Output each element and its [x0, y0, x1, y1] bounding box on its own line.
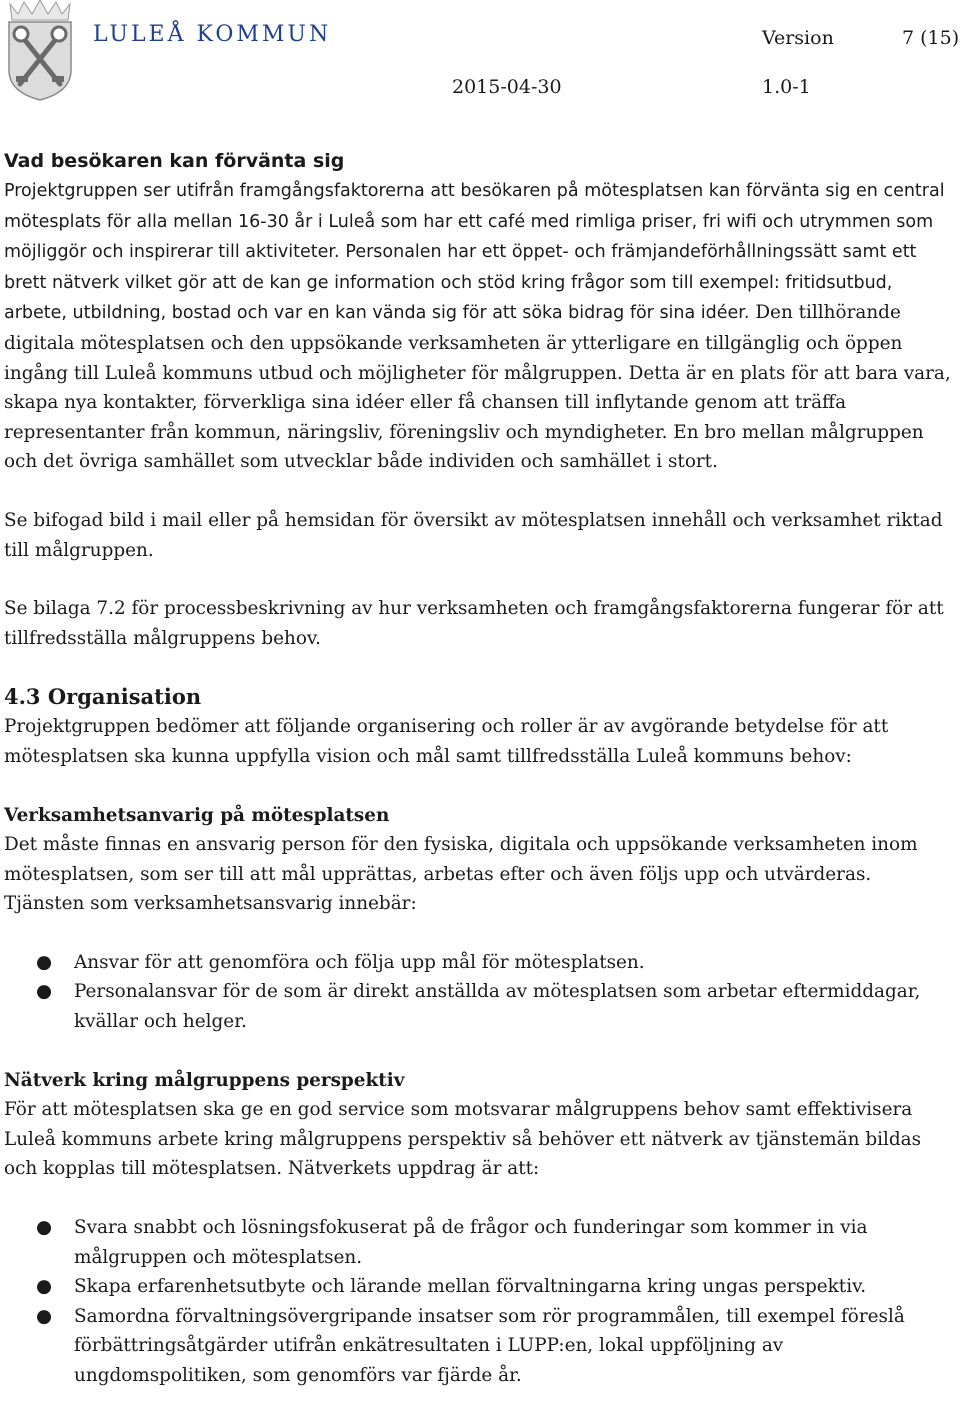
list-item-text: Svara snabbt och lösningsfokuserat på de frågor och funderingar som kommer in via målgruppen och mötesplatsen.	[74, 1217, 868, 1268]
section-title-organisation: 4.3 Organisation	[4, 684, 202, 710]
bullet-dot-icon: ●	[36, 951, 53, 973]
bullet-dot-icon: ●	[36, 1276, 53, 1298]
document-body	[4, 146, 956, 1391]
page-header	[0, 0, 960, 110]
paragraph-visitor-part3: Den tillhörande digitala mötesplatsen och den uppsökande verksamheten är ytterligare en tillgänglig och öppen ingång till Luleå kommuns utbud och möjligheter för målgruppen. Detta är en plats för att bara vara, skapa nya kontakter, förverkliga sina idéer eller få chansen till inflytande genom att träffa representanter från kommun, näringsliv, föreningsliv och myndigheter. En bro mellan målgruppen och det övriga samhället som utvecklar både individen och samhället i stort.	[4, 302, 951, 473]
network-tasks-list	[4, 1213, 956, 1391]
section-title-visitor: Vad besökaren kan förvänta sig	[4, 150, 345, 172]
paragraph-network: För att mötesplatsen ska ge en god service som motsvarar målgruppens behov samt effektivisera Luleå kommuns arbete kring målgruppens perspektiv så behöver ett nätverk av tjänstemän bildas och kopplas till mötesplatsen. Nätverkets uppdrag är att:	[4, 1099, 922, 1180]
paragraph-appendix-note: Se bilaga 7.2 för processbeskrivning av hur verksamheten och framgångsfaktorerna fungerar för att tillfredsställa målgruppens behov.	[4, 598, 944, 649]
paragraph-visitor-part2: Personalen har ett öppet- och främjandeförhållningssätt samt ett brett nätverk vilket gör att de kan ge information och stöd kring frågor som till exempel: fritidsutbud, arbete, utbildning, bostad och var en kan vända sig för att söka bidrag för sina idéer.	[4, 242, 917, 324]
paragraph-manager: Det måste finnas en ansvarig person för den fysiska, digitala och uppsökande verksamheten inom mötesplatsen, som ser till att mål upprättas, arbetas efter och även följs upp och utvärderas. Tjänsten som verksamhetsansvarig innebär:	[4, 834, 918, 915]
list-item	[36, 1272, 956, 1302]
bullet-dot-icon: ●	[36, 981, 53, 1003]
version-number: 1.0-1	[762, 76, 811, 98]
list-item	[36, 977, 956, 1036]
bullet-dot-icon: ●	[36, 1217, 53, 1239]
organization-name: LULEÅ KOMMUN	[93, 22, 332, 47]
list-item-text: Personalansvar för de som är direkt anställda av mötesplatsen som arbetar eftermiddagar, kvällar och helger.	[74, 981, 921, 1033]
paragraph-visitor-part1: Projektgruppen ser utifrån framgångsfaktorerna att besökaren på mötesplatsen kan förvänta sig en central mötesplats för alla mellan 16-30 år i Luleå som har ett café med rimliga priser, fri wifi och utrymmen som möjliggör och inspirerar till aktiviteter.	[4, 181, 945, 263]
list-item	[36, 948, 956, 978]
paragraph-attachment-note: Se bifogad bild i mail eller på hemsidan för översikt av mötesplatsen innehåll och verksamhet riktad till målgruppen.	[4, 509, 943, 561]
lulea-coat-of-arms-icon	[4, 0, 76, 102]
list-item	[36, 1302, 956, 1391]
version-label: Version	[762, 27, 834, 49]
subheading-manager: Verksamhetsanvarig på mötesplatsen	[4, 804, 390, 826]
list-item-text: Skapa erfarenhetsutbyte och lärande mellan förvaltningarna kring ungas perspektiv.	[74, 1276, 867, 1298]
document-date: 2015-04-30	[452, 76, 562, 98]
paragraph-visitor-expectations	[4, 176, 956, 477]
paragraph-organisation-intro: Projektgruppen bedömer att följande organisering och roller är av avgörande betydelse för att mötesplatsen ska kunna uppfylla vision och mål samt tillfredsställa Luleå kommuns behov:	[4, 716, 889, 767]
list-item-text: Samordna förvaltningsövergripande insatser som rör programmålen, till exempel föreslå förbättringsåtgärder utifrån enkätresultaten i LUPP:en, lokal uppföljning av ungdomspolitiken, som genomförs var fjärde år.	[74, 1305, 905, 1386]
list-item	[36, 1213, 956, 1272]
subheading-network: Nätverk kring målgruppens perspektiv	[4, 1069, 405, 1091]
bullet-dot-icon: ●	[36, 1305, 53, 1327]
manager-duties-list	[4, 948, 956, 1037]
list-item-text: Ansvar för att genomföra och följa upp mål för mötesplatsen.	[74, 951, 645, 973]
page-number: 7 (15)	[902, 27, 960, 49]
